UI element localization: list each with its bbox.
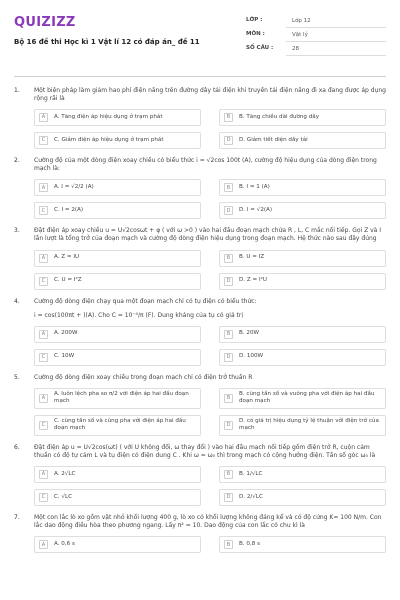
option-c[interactable] — [34, 273, 201, 290]
option-letter: C — [39, 353, 48, 362]
option-text: B. 20W — [239, 330, 260, 337]
question-body — [34, 157, 386, 219]
question-text: Đặt điện áp xoay chiều u = U√2cosωt + φ ( với ω >0 ) vào hai đầu đoạn mạch chứa R , L, C mắc nối tiếp. Gọi Z và I lần lượt là tổng trở của đoạn mạch và cường độ dòng điện hiệu dụng trong đoạn mạch. Hệ thức nào sau đây đúng — [34, 227, 382, 243]
option-letter: A — [39, 394, 48, 403]
options-grid — [34, 250, 386, 290]
options-grid — [34, 536, 386, 553]
option-text: B. Tăng chiều dài đường dây — [239, 113, 320, 120]
question-number: 7. — [14, 514, 20, 522]
option-c[interactable] — [34, 415, 201, 436]
meta-label: SỐ CÂU : — [246, 45, 274, 52]
option-text: C. √LC — [54, 493, 73, 500]
question-number: 4. — [14, 297, 20, 305]
option-b[interactable] — [219, 179, 386, 196]
option-a[interactable] — [34, 179, 201, 196]
option-d[interactable] — [219, 273, 386, 290]
option-a[interactable] — [34, 388, 201, 409]
option-d[interactable] — [219, 415, 386, 436]
option-letter: A — [39, 540, 48, 549]
option-b[interactable] — [219, 250, 386, 267]
option-text: C. 10W — [54, 353, 75, 360]
option-text: D. Giảm tiết diện dây tải — [239, 136, 308, 143]
option-b[interactable] — [219, 536, 386, 553]
option-a[interactable] — [34, 109, 201, 126]
option-letter: A — [39, 470, 48, 479]
option-letter: D — [224, 206, 233, 215]
option-text: A. I = √2/2 (A) — [54, 184, 94, 191]
option-b[interactable] — [219, 326, 386, 343]
question-formula: i = cos(100πt + )(A). Cho C = 10⁻⁴/π (F). Dung kháng của tụ có giá trị — [34, 311, 244, 319]
option-letter: B — [224, 540, 233, 549]
quizizz-logo[interactable]: QUIZIZZ — [14, 15, 76, 30]
question-number: 2. — [14, 157, 20, 165]
option-text: D. I = √2(A) — [239, 207, 273, 214]
question-body — [34, 374, 386, 436]
option-text: C. Giảm điện áp hiệu dụng ở trạm phát — [54, 136, 164, 143]
question-text: Đặt điện áp u = U√2cos(ωt) ( với U không đổi, ω thay đổi ) vào hai đầu mạch nối tiếp gồm điện trở R, cuộn cảm thuần có độ tự cảm L và tụ điện có điện dung C . Khi ω = ω₀ thì trong mạch có cộng hưởng điện. Tần số góc ω₀ là — [34, 444, 376, 460]
option-d[interactable] — [219, 132, 386, 149]
option-text: D. 2/√LC — [239, 493, 263, 500]
question-body — [34, 87, 386, 149]
option-letter: A — [39, 330, 48, 339]
option-b[interactable] — [219, 466, 386, 483]
question-body — [34, 444, 386, 506]
option-text: C. I = 2(A) — [54, 207, 84, 214]
question-body — [34, 298, 386, 366]
option-c[interactable] — [34, 132, 201, 149]
question-text: Cường độ của một dòng điện xoay chiều có biểu thức i = √2cos 100t (A), cường độ hiệu dụng của dòng điện trong mạch là: — [34, 157, 377, 173]
question-text: Một con lắc lò xo gồm vật nhỏ khối lượng 400 g, lò xo có khối lượng không đáng kể và có độ cứng K= 100 N/m. Con lắc dao động điều hòa theo phương ngang. Lấy π² = 10. Dao động của con lắc có chu kì là — [34, 514, 382, 530]
option-text: D. Z = I²U — [239, 277, 267, 284]
meta-value: 28 — [286, 43, 386, 56]
option-d[interactable] — [219, 349, 386, 366]
question-text: Cường độ dòng điện chạy qua một đoạn mạch chỉ có tụ điện có biểu thức: — [34, 297, 257, 305]
option-letter: C — [39, 206, 48, 215]
option-text: A. luôn lệch pha so π/2 với điện áp hai đầu đoạn mạch — [54, 390, 189, 405]
meta-row-subject — [246, 28, 386, 42]
option-text: A. Z = IU — [54, 254, 80, 261]
option-letter: B — [224, 394, 233, 403]
option-text: A. 0,6 s — [54, 541, 75, 548]
question-number: 5. — [14, 373, 20, 381]
option-text: C. cùng tần số và cùng pha với điện áp hai đầu đoạn mạch — [54, 417, 186, 432]
question-1 — [14, 87, 386, 149]
option-c[interactable] — [34, 349, 201, 366]
question-number: 6. — [14, 444, 20, 452]
question-body — [34, 514, 386, 553]
option-letter: A — [39, 183, 48, 192]
option-text: C. U = I²Z — [54, 277, 82, 284]
option-letter: C — [39, 493, 48, 502]
option-a[interactable] — [34, 536, 201, 553]
question-text: Một biện pháp làm giảm hao phí điện năng trên đường dây tải điện khi truyền tải điện năng đi xa đang được áp dụng rộng rãi là — [34, 87, 386, 103]
question-5 — [14, 374, 386, 436]
option-letter: D — [224, 136, 233, 145]
meta-table — [246, 14, 386, 56]
option-letter: A — [39, 113, 48, 122]
options-grid — [34, 388, 386, 436]
option-text: A. Tăng điện áp hiệu dụng ở trạm phát — [54, 113, 163, 120]
option-d[interactable] — [219, 202, 386, 219]
option-letter: C — [39, 136, 48, 145]
question-body — [34, 227, 386, 289]
meta-label: MÔN : — [246, 31, 265, 38]
option-text: B. I = 1 (A) — [239, 184, 270, 191]
option-letter: D — [224, 277, 233, 286]
option-text: B. U = IZ — [239, 254, 265, 261]
option-letter: D — [224, 353, 233, 362]
option-text: A. 200W — [54, 330, 78, 337]
question-2 — [14, 157, 386, 219]
option-letter: A — [39, 254, 48, 263]
options-grid — [34, 109, 386, 149]
options-grid — [34, 326, 386, 366]
option-text: A. 2√LC — [54, 470, 76, 477]
option-letter: C — [39, 277, 48, 286]
question-number: 3. — [14, 227, 20, 235]
option-a[interactable] — [34, 250, 201, 267]
option-d[interactable] — [219, 489, 386, 506]
option-text: D. 100W — [239, 353, 264, 360]
question-3 — [14, 227, 386, 289]
option-text: D. có giá trị hiệu dụng tỷ lệ thuận với điện trở của mạch — [239, 417, 379, 432]
question-7 — [14, 514, 386, 553]
option-letter: B — [224, 470, 233, 479]
question-text: Cường độ dòng điện xoay chiều trong đoạn mạch chỉ có điện trở thuần R — [34, 373, 253, 381]
option-letter: B — [224, 183, 233, 192]
option-letter: D — [224, 421, 233, 430]
header — [14, 10, 386, 70]
option-a[interactable] — [34, 466, 201, 483]
option-c[interactable] — [34, 202, 201, 219]
option-b[interactable] — [219, 109, 386, 126]
option-letter: B — [224, 330, 233, 339]
meta-value: Lớp 12 — [286, 15, 386, 28]
meta-label: LỚP : — [246, 17, 263, 24]
brand-block — [14, 10, 200, 47]
option-a[interactable] — [34, 326, 201, 343]
question-6 — [14, 444, 386, 506]
option-letter: B — [224, 113, 233, 122]
option-text: B. 0,8 s — [239, 541, 260, 548]
question-number: 1. — [14, 87, 20, 94]
document-title: Bộ 16 đề thi Học kì 1 Vật lí 12 có đáp án_ đề 11 — [14, 37, 200, 46]
header-divider — [14, 76, 386, 77]
option-text: B. 1/√LC — [239, 470, 263, 477]
option-letter: B — [224, 254, 233, 263]
option-letter: D — [224, 493, 233, 502]
question-4 — [14, 298, 386, 366]
options-grid — [34, 179, 386, 219]
meta-value: Vật lý — [286, 29, 386, 42]
option-c[interactable] — [34, 489, 201, 506]
meta-row-count — [246, 42, 386, 56]
meta-row-class — [246, 14, 386, 28]
option-text: B. cùng tần số và vuông pha với điện áp hai đầu đoạn mạch — [239, 390, 375, 405]
options-grid — [34, 466, 386, 506]
option-letter: C — [39, 421, 48, 430]
option-b[interactable] — [219, 388, 386, 409]
